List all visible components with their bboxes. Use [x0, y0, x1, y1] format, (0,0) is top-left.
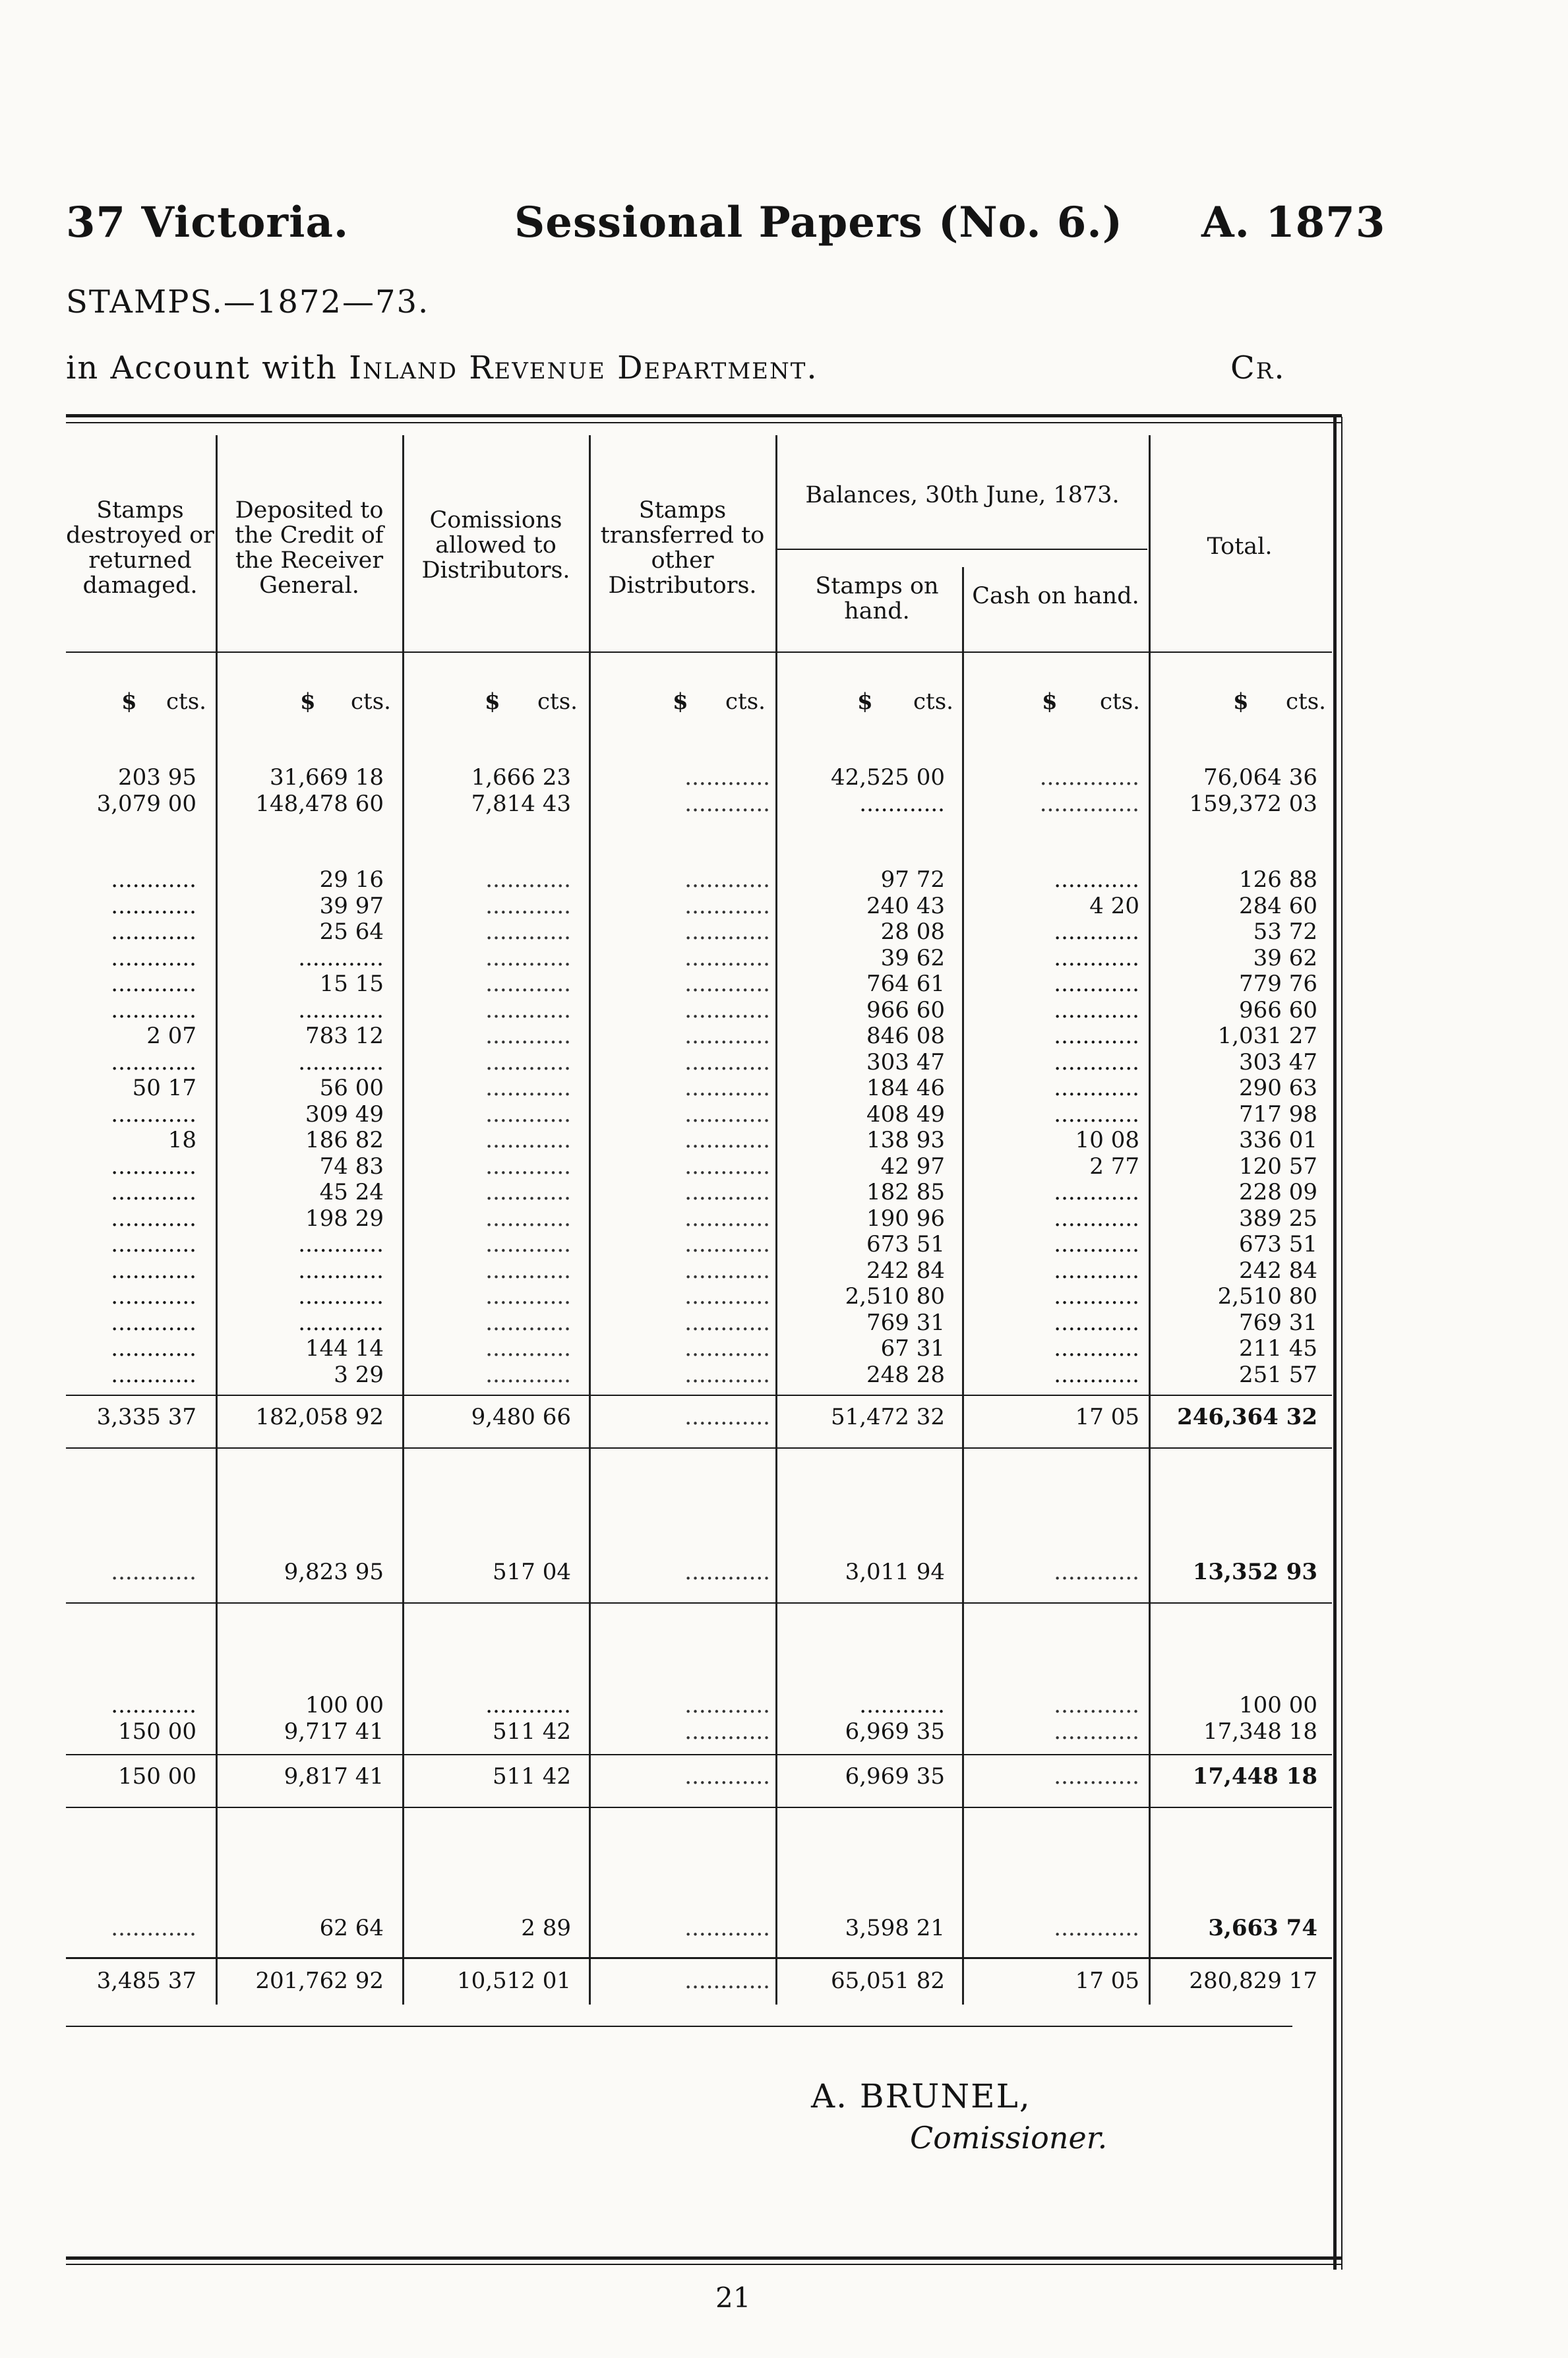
cell-commissions: 517 04 [493, 1559, 571, 1585]
cell-stamps-on-hand: 97 72 240 43 28 08 39 62 764 61 966 60 846 08 303 47 184 46 408 49 138 93 42 97 182 85 190 96 673 51 242 84 2,510 80 769 31 67 31 248 28 [845, 866, 945, 1388]
col-divider-1 [216, 435, 218, 2005]
col-header-deposited: Deposited to the Credit of the Receiver General. [235, 497, 384, 599]
cell-cash-on-hand: ............ 4 20 ............ ............ ............ ............ ............ ............ ............ ............ 10 08 2 77 ............ ............ ............ ............ ............ ............ ............ ............ [1054, 866, 1139, 1388]
unit-dollar: $ [1042, 688, 1058, 715]
cell-stamps-destroyed: ............ [111, 1915, 196, 1941]
cell-stamps-destroyed: ............ ............ ............ ............ ............ ............ 2 07 ............ 50 17 ............ 18 ............ ............ ............ ............ ............ ............ ............ ............ ............ [111, 866, 196, 1388]
col-header-cash-on-hand: Cash on hand. [972, 583, 1139, 609]
cell-transferred: ............ ............ [684, 1692, 770, 1745]
cell-stamps-destroyed: 203 95 3,079 00 [96, 764, 196, 817]
unit-cents: cts. [1286, 688, 1326, 715]
cell-total: 246,364 32 [1177, 1404, 1317, 1430]
row-b-rule [66, 1602, 1332, 1604]
cell-cash-on-hand: ............ [1054, 1559, 1139, 1585]
cell-transferred: ............ ............ [684, 764, 770, 817]
col-header-commissions: Comissions allowed to Distributors. [421, 507, 570, 584]
cell-total: 100 00 17,348 18 [1203, 1692, 1317, 1745]
cell-transferred: ............ [684, 1559, 770, 1585]
unit-dollar: $ [300, 688, 316, 715]
cell-deposited: 9,817 41 [284, 1763, 384, 1790]
header-left: 37 Victoria. [66, 198, 349, 247]
cell-cash-on-hand: 17 05 [1075, 1968, 1139, 1994]
top-rule [66, 414, 1342, 417]
subtitle: STAMPS.—1872—73. [66, 284, 430, 320]
cell-deposited: 31,669 18 148,478 60 [255, 764, 384, 817]
unit-cents: cts. [913, 688, 953, 715]
col-divider-5 [962, 567, 964, 2005]
col-divider-3 [589, 435, 591, 2005]
cell-total: 17,448 18 [1192, 1763, 1317, 1790]
cell-stamps-on-hand: 3,598 21 [845, 1915, 945, 1941]
row-c-rule [66, 1754, 1332, 1755]
subtotal-rule-top [66, 1395, 1332, 1396]
cell-transferred: ............ ............ ............ ............ ............ ............ ............ ............ ............ ............ ............ ............ ............ ............ ............ ............ ............ ............ ............ ............ [684, 866, 770, 1388]
header-bottom-rule [66, 651, 1332, 653]
cell-transferred: ............ [684, 1404, 770, 1430]
cell-stamps-on-hand: 65,051 82 [830, 1968, 945, 1994]
balances-underline [777, 549, 1147, 550]
unit-cents: cts. [725, 688, 766, 715]
cell-commissions: ............ ............ ............ ............ ............ ............ ............ ............ ............ ............ ............ ............ ............ ............ ............ ............ ............ ............ ............ ............ [485, 866, 571, 1388]
page-number: 21 [715, 2282, 751, 2314]
col-header-stamps-on-hand: Stamps on hand. [815, 573, 939, 624]
cell-stamps-destroyed: 150 00 [118, 1763, 196, 1790]
cell-cash-on-hand: ............ [1054, 1763, 1139, 1790]
cell-deposited: 62 64 [319, 1915, 384, 1941]
unit-cents: cts. [166, 688, 206, 715]
unit-cents: cts. [537, 688, 578, 715]
account-line [66, 349, 818, 386]
cell-stamps-destroyed: 3,335 37 [96, 1404, 196, 1430]
col-header-total: Total. [1207, 533, 1273, 560]
grand-total-rule-top [66, 1957, 1332, 1959]
cell-transferred: ............ [684, 1968, 770, 1994]
cell-commissions: 9,480 66 [471, 1404, 571, 1430]
cell-commissions: 10,512 01 [456, 1968, 571, 1994]
cell-stamps-destroyed: ............ [111, 1559, 196, 1585]
signature-name: A. BRUNEL, [811, 2077, 1031, 2115]
account-dept: Inland Revenue Department. [349, 349, 818, 386]
unit-cents: cts. [1100, 688, 1140, 715]
cell-stamps-on-hand: 42,525 00 ............ [830, 764, 945, 817]
cell-cash-on-hand: .............. .............. [1039, 764, 1139, 817]
cell-commissions: 511 42 [493, 1763, 571, 1790]
unit-dollar: $ [485, 688, 500, 715]
cell-stamps-on-hand: 6,969 35 [845, 1763, 945, 1790]
account-prefix: in Account with [66, 349, 338, 386]
grand-total-rule-bottom [66, 2026, 1292, 2027]
header-right: A. 1873 [1201, 198, 1386, 247]
cell-commissions: 1,666 23 7,814 43 [471, 764, 571, 817]
cell-deposited: 201,762 92 [255, 1968, 384, 1994]
cell-total: 280,829 17 [1189, 1968, 1317, 1994]
col-header-transferred: Stamps transferred to other Distributors. [600, 497, 765, 599]
cell-stamps-on-hand: 3,011 94 [845, 1559, 945, 1585]
col-divider-6 [1149, 435, 1151, 2005]
cell-commissions: ............ 511 42 [485, 1692, 571, 1745]
col-divider-4 [775, 435, 777, 2005]
bottom-rule-thin [66, 2264, 1342, 2265]
cell-deposited: 9,823 95 [284, 1559, 384, 1585]
cell-stamps-on-hand: 51,472 32 [830, 1404, 945, 1430]
cell-stamps-on-hand: ............ 6,969 35 [845, 1692, 945, 1745]
cell-deposited: 100 00 9,717 41 [284, 1692, 384, 1745]
cell-cash-on-hand: ............ [1054, 1915, 1139, 1941]
cell-commissions: 2 89 [521, 1915, 571, 1941]
cell-cash-on-hand: 17 05 [1075, 1404, 1139, 1430]
cell-stamps-destroyed: 3,485 37 [96, 1968, 196, 1994]
col-divider-2 [402, 435, 404, 2005]
cell-deposited: 29 16 39 97 25 64 ............ 15 15 ............ 783 12 ............ 56 00 309 49 186 82 74 83 45 24 198 29 ............ ............ ............ ............ 144 14 3 29 [298, 866, 384, 1388]
cell-deposited: 182,058 92 [255, 1404, 384, 1430]
cell-transferred: ............ [684, 1763, 770, 1790]
subtotal-rule-bottom [66, 1447, 1332, 1449]
unit-dollar: $ [673, 688, 688, 715]
col-header-stamps-destroyed: Stamps destroyed or returned damaged. [66, 497, 214, 599]
cell-cash-on-hand: ............ ............ [1054, 1692, 1139, 1745]
header-center: Sessional Papers (No. 6.) [514, 198, 1123, 247]
bottom-rule [66, 2256, 1342, 2260]
signature-title: Comissioner. [910, 2120, 1108, 2156]
row-c-total-rule [66, 1807, 1332, 1808]
cell-total: 126 88 284 60 53 72 39 62 779 76 966 60 1,031 27 303 47 290 63 717 98 336 01 120 57 228 09 389 25 673 51 242 84 2,510 80 769 31 211 45 251 57 [1217, 866, 1317, 1388]
right-border [1333, 417, 1337, 2270]
right-border-thin [1341, 417, 1342, 2270]
cell-total: 3,663 74 [1208, 1915, 1317, 1941]
unit-cents: cts. [351, 688, 391, 715]
unit-dollar: $ [1233, 688, 1249, 715]
unit-dollar: $ [121, 688, 137, 715]
cell-total: 13,352 93 [1192, 1559, 1317, 1585]
cell-stamps-destroyed: ............ 150 00 [111, 1692, 196, 1745]
unit-dollar: $ [857, 688, 873, 715]
col-header-balances: Balances, 30th June, 1873. [805, 482, 1120, 508]
cell-transferred: ............ [684, 1915, 770, 1941]
account-side: Cr. [1230, 349, 1286, 386]
top-rule-thin [66, 422, 1342, 423]
cell-total: 76,064 36 159,372 03 [1189, 764, 1317, 817]
